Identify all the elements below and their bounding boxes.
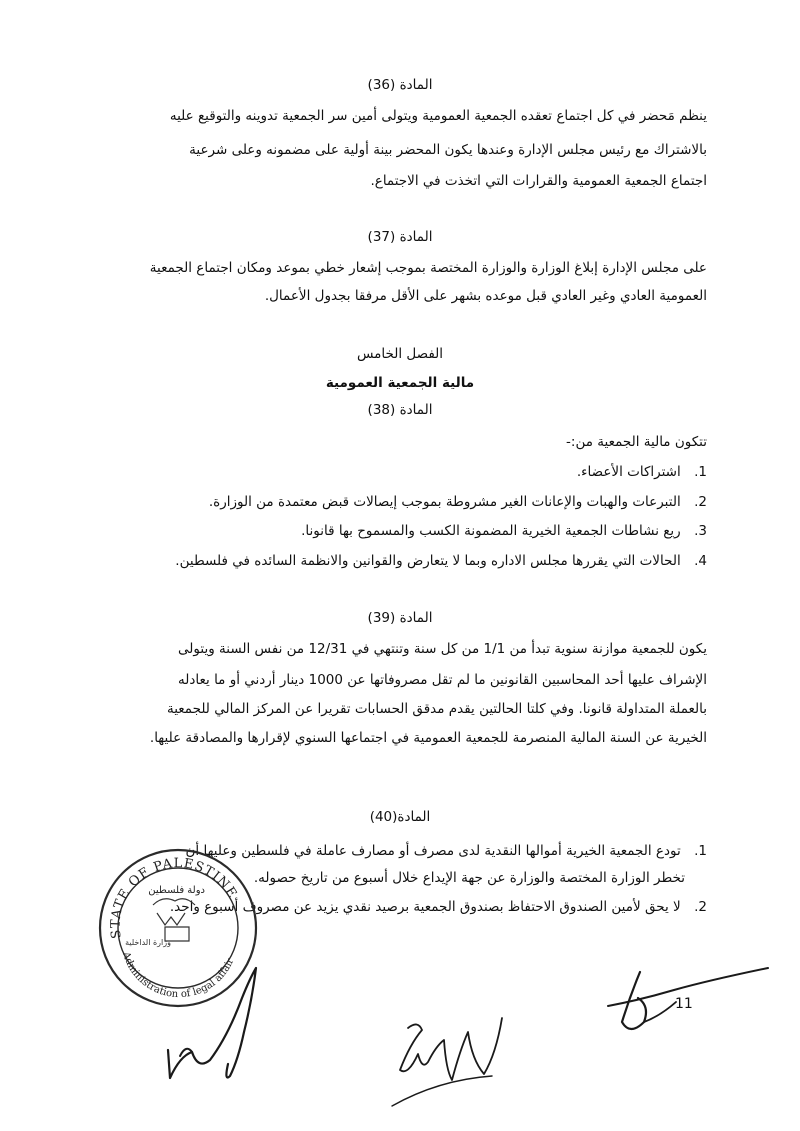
list-item xyxy=(92,493,707,511)
list-item-text: تودع الجمعية الخيرية أموالها النقدية لدى مصرف أو مصارف عاملة في فلسطين وعليها أن xyxy=(185,843,681,859)
list-item-number: 1. xyxy=(694,843,707,859)
article-36-line-2: بالاشتراك مع رئيس مجلس الإدارة وعندها يكون المحضر بينة أولية على مضمونه وعلى شرعية xyxy=(189,142,707,158)
list-item-continuation: تخطر الوزارة المختصة والوزارة عن جهة الإيداع خلال أسبوع من تاريخ حصوله. xyxy=(253,870,685,886)
list-item xyxy=(92,522,707,540)
stamp-arabic-text: دولة فلسطين xyxy=(148,885,205,896)
signature-middle xyxy=(388,1010,508,1110)
article-39-line-3: بالعملة المتداولة قانونا. وفي كلتا الحالتين يقدم مدقق الحسابات تقريرا عن المركز المالي للجمعية xyxy=(166,701,707,717)
chapter-title: الفصل الخامس xyxy=(356,346,444,362)
article-36-line-3: اجتماع الجمعية العمومية والقرارات التي اتخذت في الاجتماع. xyxy=(370,173,707,189)
list-item-text: ريع نشاطات الجمعية الخيرية المضمونة الكسب والمسموح بها قانونا. xyxy=(301,523,681,539)
article-37-line-2: العمومية العادي وغير العادي قبل موعده بشهر على الأقل مرفقا بجدول الأعمال. xyxy=(264,288,707,304)
stamp-inner-text: وزارة الداخلية xyxy=(125,938,171,947)
article-39-heading: المادة (39) xyxy=(367,610,433,626)
article-36-heading: المادة (36) xyxy=(367,77,433,93)
article-36-line-1: ينظم مَحضر في كل اجتماع تعقده الجمعية العمومية ويتولى أمين سر الجمعية تدوينه والتوقيع عليه xyxy=(169,108,707,124)
article-38-heading: المادة (38) xyxy=(367,402,433,418)
chapter-subtitle: مالية الجمعية العمومية xyxy=(325,375,475,391)
list-item-text: اشتراكات الأعضاء. xyxy=(576,464,681,480)
list-item-number: 2. xyxy=(694,899,707,915)
stamp-bottom-text: Administration of legal affairs xyxy=(90,835,237,1001)
article-38-intro: تتكون مالية الجمعية من:- xyxy=(566,434,707,450)
list-item-number: 3. xyxy=(694,523,707,539)
article-37-line-1: على مجلس الإدارة إبلاغ الوزارة والوزارة المختصة بموجب إشعار خطي بموعد ومكان اجتماع الجمعية xyxy=(149,260,707,276)
article-37-heading: المادة (37) xyxy=(367,229,433,245)
list-item xyxy=(92,463,707,481)
list-item xyxy=(92,552,707,570)
list-item-number: 1. xyxy=(694,464,707,480)
article-40-heading: المادة(40) xyxy=(369,809,431,825)
signature-left xyxy=(158,960,268,1090)
article-39-line-1: يكون للجمعية موازنة سنوية تبدأ من 1/1 من كل سنة وتنتهي في 12/31 من نفس السنة ويتولى xyxy=(178,641,707,657)
page-number: 11 xyxy=(675,996,693,1012)
list-item-text: الحالات التي يقررها مجلس الاداره وبما لا يتعارض والقوانين والانظمة السائده في فلسطين. xyxy=(175,553,681,569)
article-39-line-4: الخيرية عن السنة المالية المنصرمة للجمعية العمومية في اجتماعها السنوي لإقرارها والمصادقة عليها. xyxy=(149,730,707,746)
list-item-number: 4. xyxy=(694,553,707,569)
article-39-line-2: الإشراف عليها أحد المحاسبين القانونين ما لم تقل مصروفاتها عن 1000 دينار أردني أو ما يعادله xyxy=(178,672,707,688)
list-item-text: لا يحق لأمين الصندوق الاحتفاظ بصندوق الجمعية برصيد نقدي يزيد عن مصروف أسبوع واحد. xyxy=(169,899,681,915)
stamp-emblem-icon xyxy=(153,899,195,941)
list-item-text: التبرعات والهبات والإعانات الغير مشروطة بموجب إيصالات قبض معتمدة من الوزارة. xyxy=(208,494,681,510)
list-item-number: 2. xyxy=(694,494,707,510)
stamp-outer-text: STATE OF PALESTINE xyxy=(108,856,240,940)
